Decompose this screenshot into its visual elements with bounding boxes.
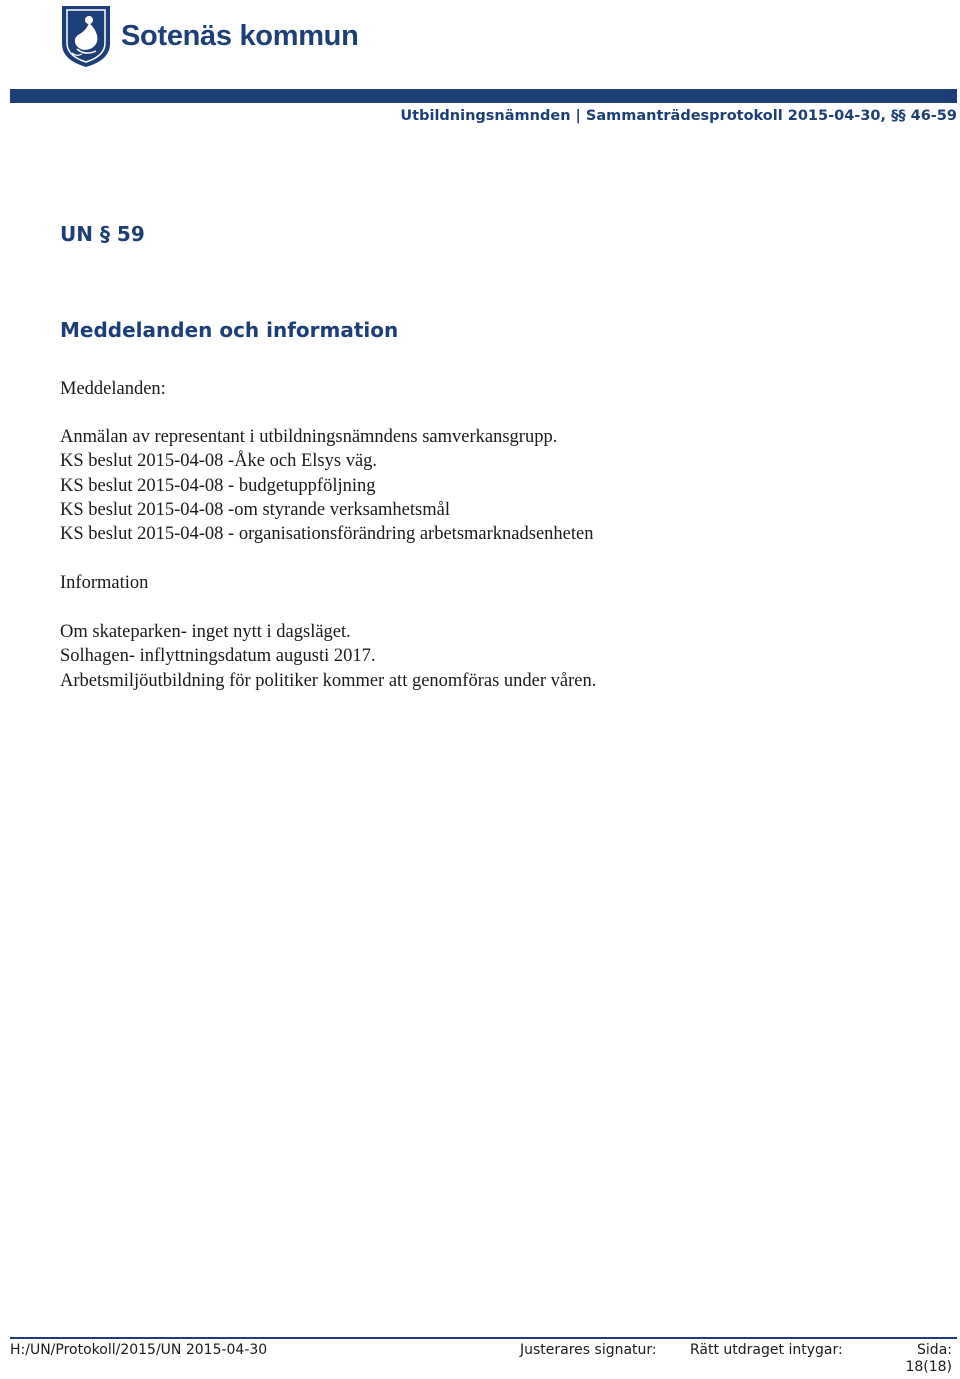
protocol-header: Utbildningsnämnden | Sammanträdesprotokoll 2015-04-30, §§ 46-59 <box>400 108 957 124</box>
list-item: Anmälan av representant i utbildningsnämndens samverkansgrupp. <box>60 427 558 447</box>
information-list <box>60 620 596 693</box>
list-item: Arbetsmiljöutbildning för politiker kommer att genomföras under våren. <box>60 670 597 691</box>
header-band <box>10 89 957 103</box>
messages-list <box>60 425 593 546</box>
list-item: KS beslut 2015-04-08 -Åke och Elsys väg. <box>60 451 378 472</box>
org-name: Sotenäs kommun <box>121 19 359 52</box>
crest-bird-icon <box>59 4 113 68</box>
footer-signature-label: Justerares signatur: <box>520 1342 657 1358</box>
list-item: KS beslut 2015-04-08 - organisationsförändring arbetsmarknadsenheten <box>60 524 594 545</box>
list-item: KS beslut 2015-04-08 - budgetuppföljning <box>60 475 376 496</box>
footer-divider <box>10 1337 957 1339</box>
messages-label: Meddelanden: <box>60 379 166 399</box>
section-number: UN § 59 <box>60 222 145 246</box>
list-item: Solhagen- inflyttningsdatum augusti 2017. <box>60 646 376 667</box>
section-title: Meddelanden och information <box>60 318 399 342</box>
list-item: Om skateparken- inget nytt i dagsläget. <box>60 622 351 642</box>
information-label: Information <box>60 573 149 593</box>
footer-page <box>905 1342 952 1376</box>
page-number: 18(18) <box>905 1359 952 1375</box>
list-item: KS beslut 2015-04-08 -om styrande verksamhetsmål <box>60 499 450 520</box>
page-label: Sida: <box>917 1342 952 1358</box>
footer-certified-label: Rätt utdraget intygar: <box>690 1342 843 1358</box>
footer-path: H:/UN/Protokoll/2015/UN 2015-04-30 <box>10 1342 268 1358</box>
org-logo <box>59 4 359 68</box>
